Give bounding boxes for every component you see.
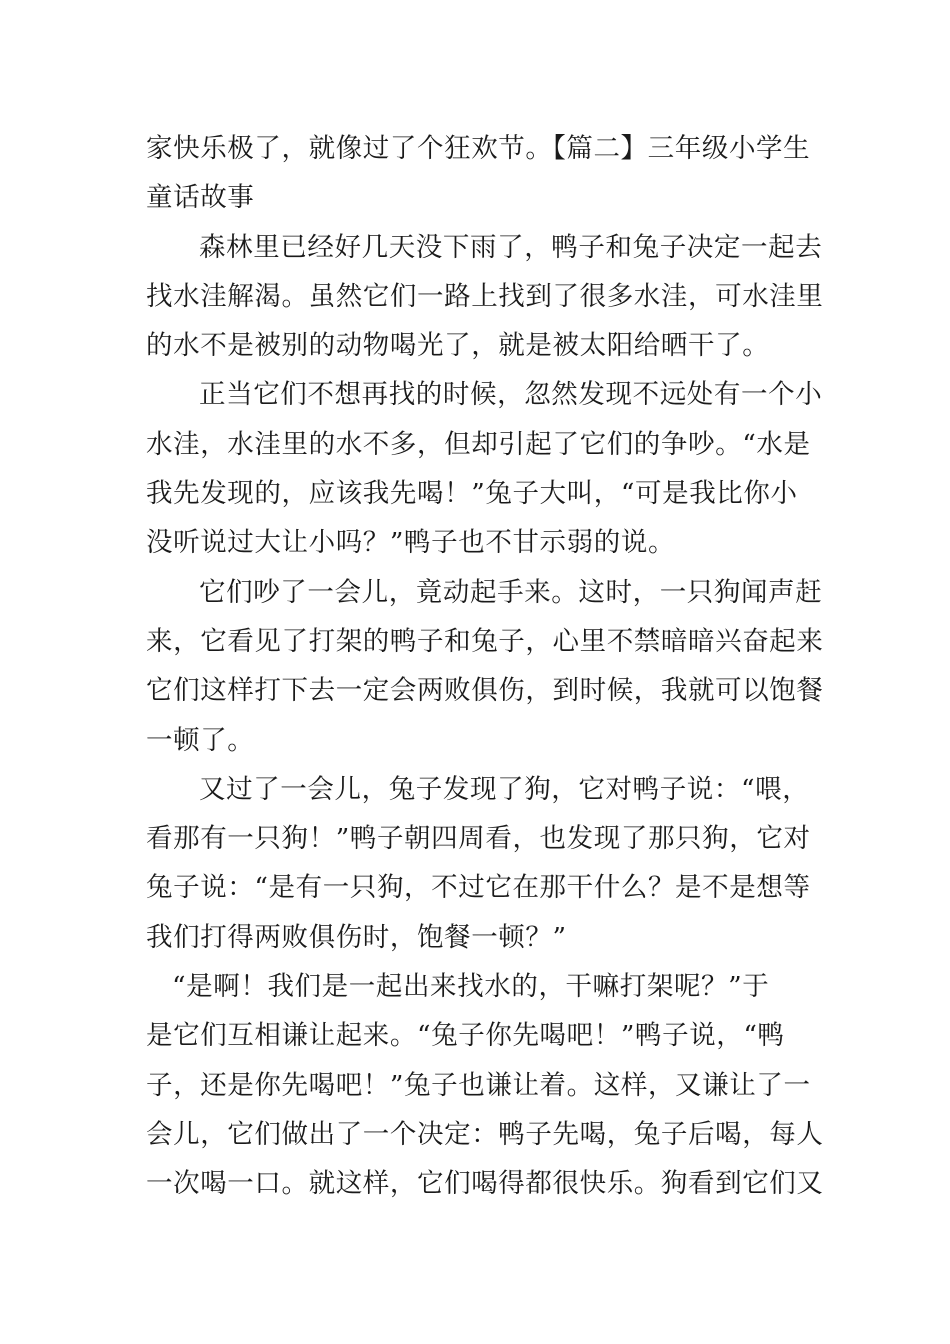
text-line: 又过了一会儿，兔子发现了狗，它对鸭子说：“喂， <box>199 773 810 805</box>
text-line: “是啊！我们是一起出来找水的，干嘛打架呢？”于 <box>172 971 770 1003</box>
text-line: 找水洼解渴。虽然它们一路上找到了很多水洼，可水洼里 <box>146 280 824 312</box>
text-line: 兔子说：“是有一只狗，不过它在那干什么？是不是想等 <box>146 872 811 904</box>
text-line: 森林里已经好几天没下雨了，鸭子和兔子决定一起去 <box>199 231 823 263</box>
text-line: 家快乐极了，就像过了个狂欢节。【篇二】三年级小学生 <box>146 133 811 164</box>
text-line: 我先发现的，应该我先喝！”兔子大叫，“可是我比你小 <box>146 478 798 510</box>
text-line: 一次喝一口。就这样，它们喝得都很快乐。狗看到它们又 <box>146 1168 824 1200</box>
text-line: 一顿了。 <box>146 724 255 756</box>
text-line: 会儿，它们做出了一个决定：鸭子先喝，兔子后喝，每人 <box>146 1118 824 1150</box>
story-text <box>146 124 826 1209</box>
text-line: 是它们互相谦让起来。“兔子你先喝吧！”鸭子说，“鸭 <box>146 1020 785 1052</box>
text-line: 看那有一只狗！”鸭子朝四周看，也发现了那只狗，它对 <box>146 823 811 855</box>
text-line: 没听说过大让小吗？”鸭子也不甘示弱的说。 <box>146 527 676 559</box>
text-line: 水洼，水洼里的水不多，但却引起了它们的争吵。“水是 <box>146 428 811 460</box>
text-line: 的水不是被别的动物喝光了，就是被太阳给晒干了。 <box>146 330 770 362</box>
text-line: 它们这样打下去一定会两败俱伤，到时候，我就可以饱餐 <box>146 675 824 707</box>
text-line: 来，它看见了打架的鸭子和兔子，心里不禁暗暗兴奋起来 <box>146 625 824 657</box>
text-line: 我们打得两败俱伤时，饱餐一顿？” <box>146 921 567 953</box>
text-line: 子，还是你先喝吧！”兔子也谦让着。这样，又谦让了一 <box>146 1069 811 1101</box>
text-line: 正当它们不想再找的时候，忽然发现不远处有一个小 <box>199 379 823 411</box>
text-line: 它们吵了一会儿，竟动起手来。这时，一只狗闻声赶 <box>199 576 823 608</box>
text-line: 童话故事 <box>146 182 255 214</box>
